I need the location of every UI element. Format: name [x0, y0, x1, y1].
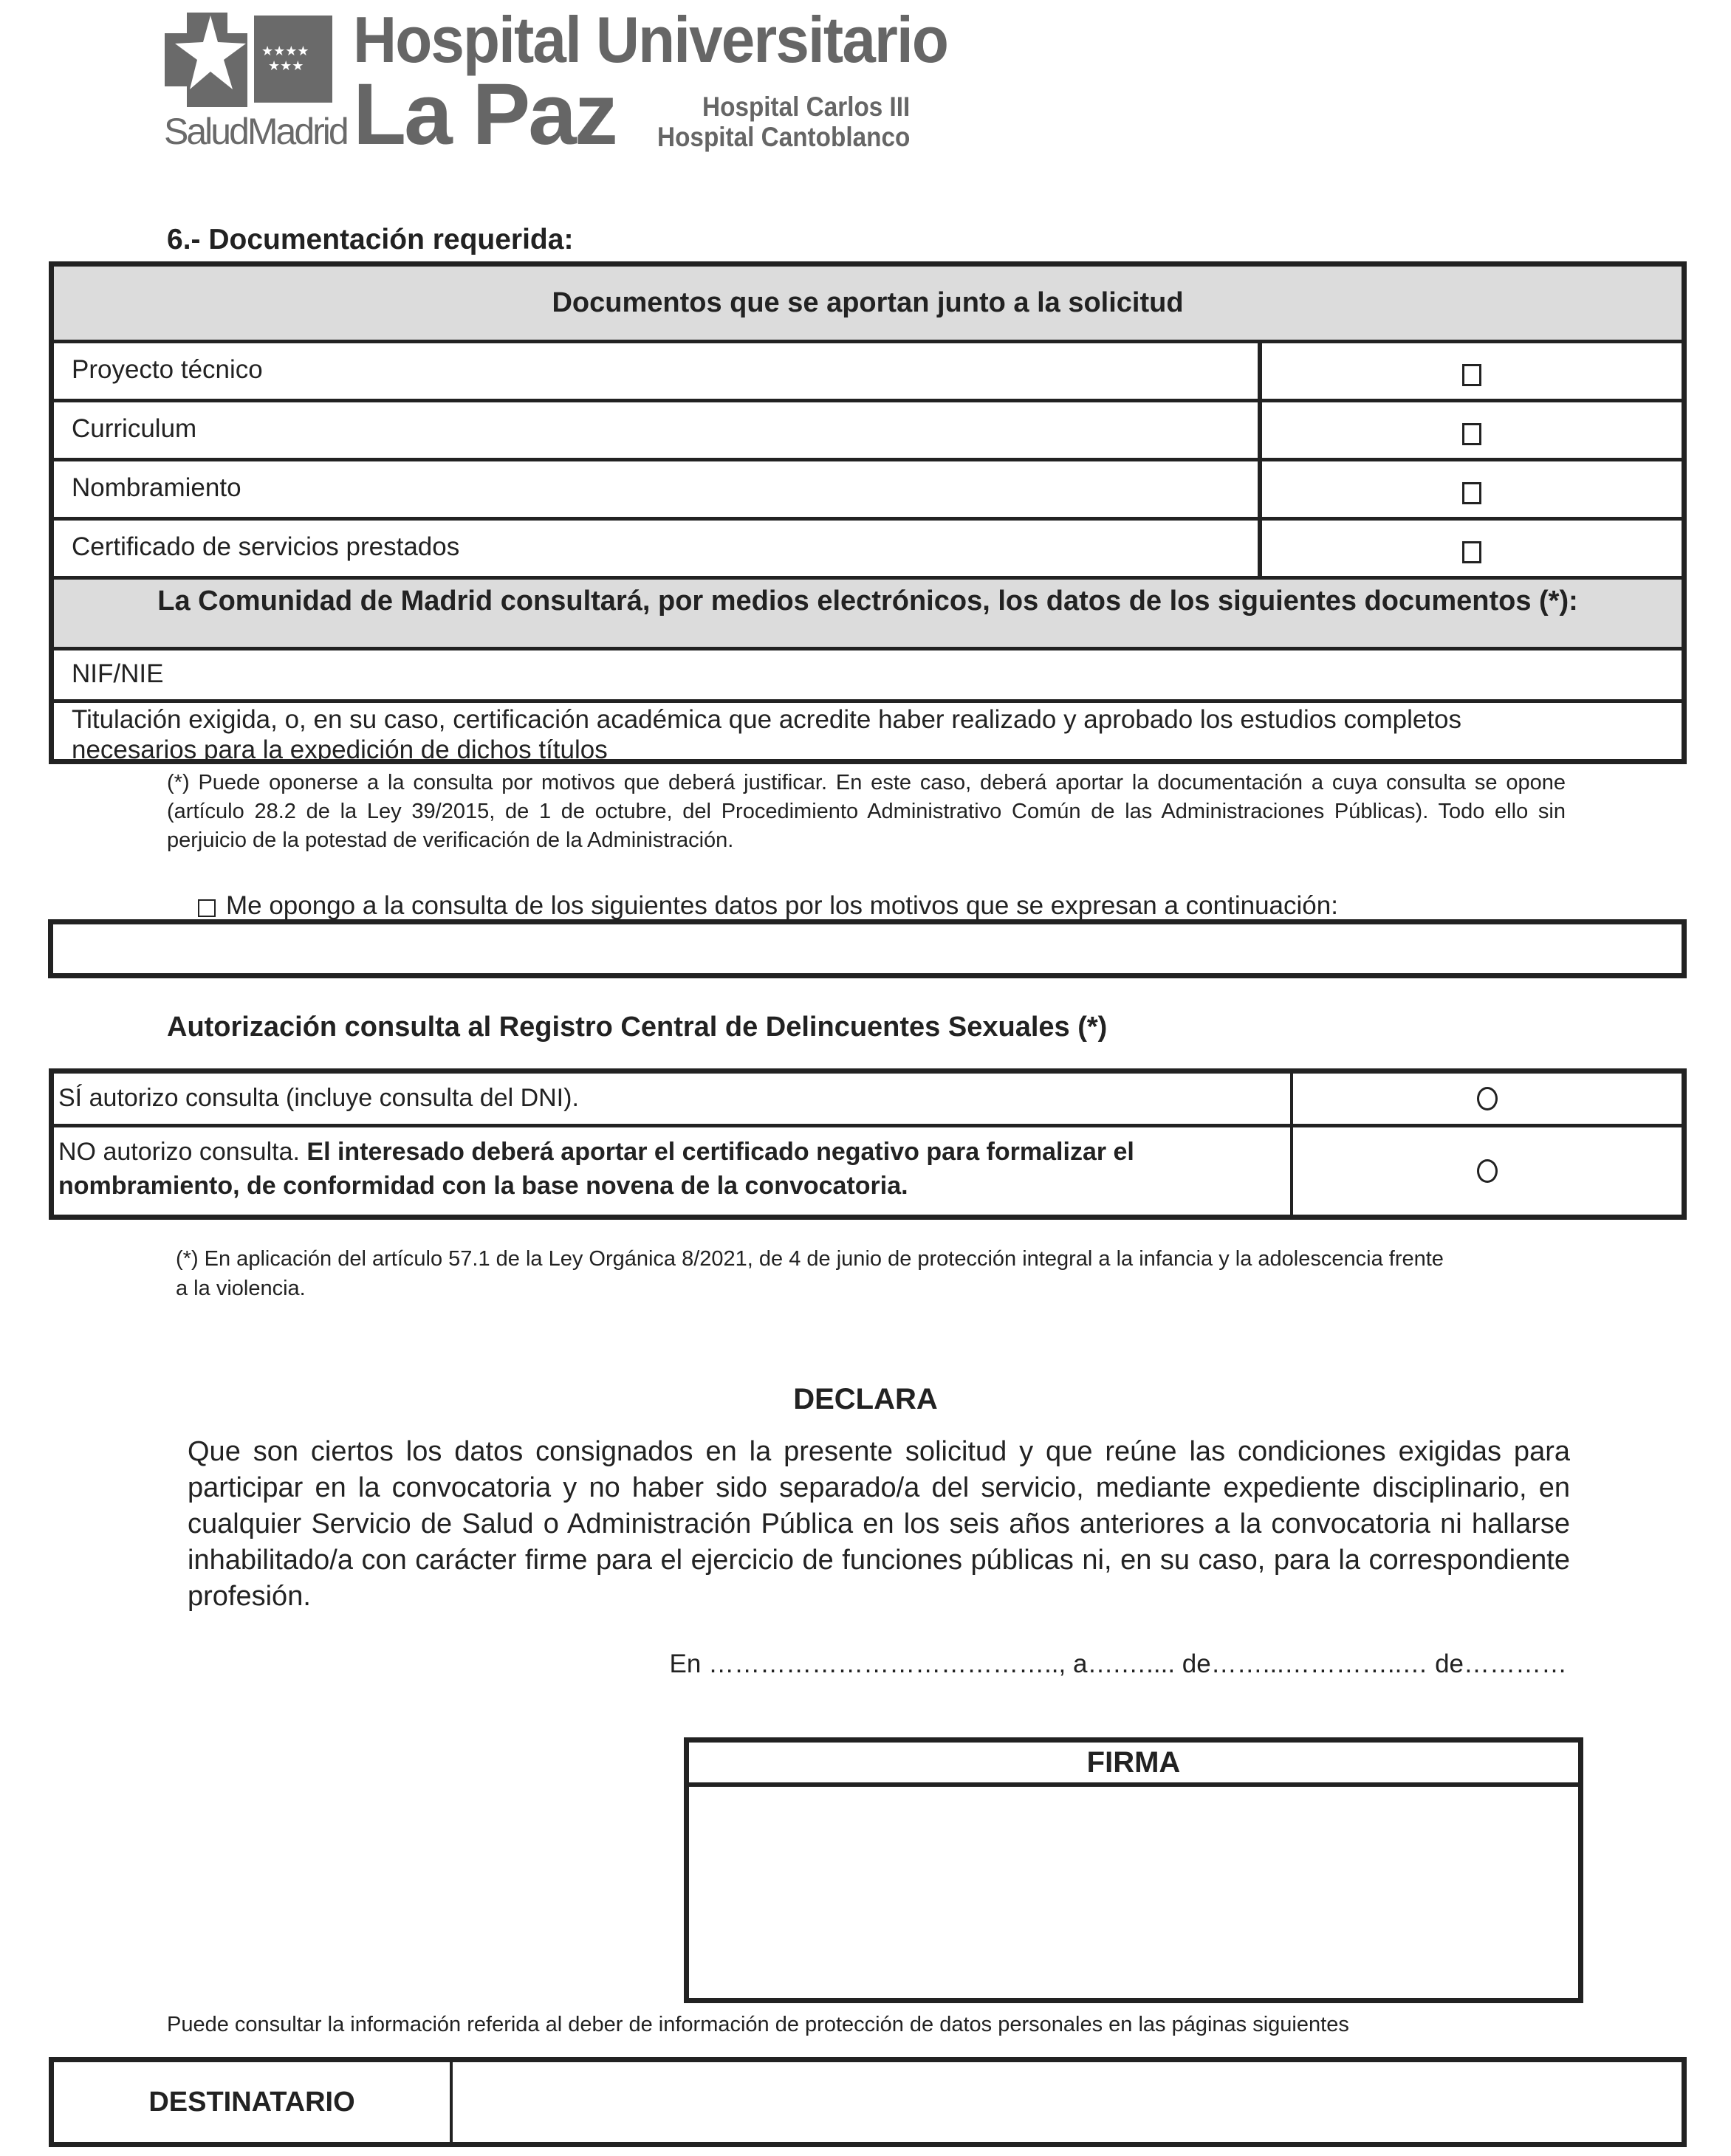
documents-table-header: Documentos que se aportan junto a la solicitud [54, 267, 1682, 343]
document-row [54, 402, 1682, 461]
recipient-label: DESTINATARIO [54, 2062, 453, 2142]
document-label: Proyecto técnico [72, 355, 263, 384]
document-row [54, 461, 1682, 521]
signature-title: FIRMA [689, 1743, 1578, 1787]
document-check-cell [1258, 461, 1682, 517]
authorization-option-row [54, 1074, 1682, 1127]
document-checkbox-proyecto-tecnico[interactable] [1462, 364, 1481, 386]
radio-cell [1290, 1127, 1682, 1215]
authorize-no-label [58, 1135, 1284, 1203]
hospital-name-line1: Hospital Universitario [353, 3, 947, 76]
document-check-cell [1258, 402, 1682, 458]
declaration-title: DECLARA [793, 1383, 938, 1415]
consult-footnote: (*) Puede oponerse a la consulta por motivos que deberá justificar. En este caso, deberá aportar la documentación a cuya consulta se opone (artículo 28.2 de la Ley 39/2015, de 1 de octubre, del Procedimiento Administrativo Común de las Administraciones Públicas). Todo ello sin perjuicio de la potestad de verificación de la Administración. [167, 771, 1566, 852]
radio-cell [1290, 1074, 1682, 1124]
saludmadrid-wordmark: SaludMadrid [164, 111, 347, 152]
authorization-title: Autorización consulta al Registro Central de Delincuentes Sexuales (*) [167, 1012, 1108, 1043]
hospital-name-line2: La Paz [353, 66, 616, 163]
authorization-table [49, 1068, 1687, 1220]
recipient-table [49, 2057, 1687, 2147]
declaration-body: Que son ciertos los datos consignados en la presente solicitud y que reúne las condiciones exigidas para participar en la convocatoria y no haber sido separado/a del servicio, mediante expediente disciplinario, en cualquier Servicio de Salud o Administración Pública en los seis años anteriores a la convocatoria ni hallarse inhabilitado/a con carácter firme para el ejercicio de funciones públicas ni, en su caso, para la correspondiente profesión. [188, 1436, 1570, 1612]
recipient-field[interactable] [453, 2062, 1682, 2142]
affiliate-hospitals [657, 92, 910, 152]
consulted-document-label: Titulación exigida, o, en su caso, certificación académica que acredite haber realizado y aprobado los estudios completos necesarios para la expedición de dichos títulos [72, 705, 1462, 764]
authorization-footnote: (*) En aplicación del artículo 57.1 de la Ley Orgánica 8/2021, de 4 de junio de protección integral a la infancia y la adolescencia frente a la violencia. [176, 1247, 1444, 1300]
svg-text:★★★★: ★★★★ [261, 44, 309, 59]
authorize-yes-radio[interactable] [1477, 1087, 1498, 1110]
consulted-document-row [54, 703, 1682, 764]
document-label: Certificado de servicios prestados [72, 532, 460, 561]
document-label: Curriculum [72, 414, 197, 443]
authorize-no-warning: El interesado deberá aportar el certificado negativo para formalizar el nombramiento, de conformidad con la base novena de la convocatoria. [58, 1138, 1134, 1200]
affiliate-hospital: Hospital Carlos III [702, 92, 910, 122]
svg-text:★★★: ★★★ [268, 58, 304, 74]
oppose-consult-checkbox[interactable] [198, 899, 216, 917]
place-date-line[interactable]: En ………………………………….., a….….... de……...…………..… de………… [669, 1649, 1567, 1678]
document-row [54, 521, 1682, 580]
oppose-consult-label: Me opongo a la consulta de los siguientes datos por los motivos que se expresan a continuación: [226, 891, 1338, 920]
documents-table [49, 261, 1687, 764]
consult-documents-header: La Comunidad de Madrid consultará, por medios electrónicos, los datos de los siguientes documentos (*): [54, 580, 1682, 650]
consulted-document-row [54, 650, 1682, 703]
document-checkbox-curriculum[interactable] [1462, 423, 1481, 445]
privacy-note: Puede consultar la información referida al deber de información de protección de datos personales en las páginas siguientes [167, 2013, 1349, 2036]
saludmadrid-logo [165, 13, 332, 107]
affiliate-hospital: Hospital Cantoblanco [657, 122, 910, 152]
oppose-reason-field[interactable] [48, 919, 1687, 978]
saludmadrid-star-cross-icon [165, 13, 332, 107]
authorize-no-radio[interactable] [1477, 1159, 1498, 1183]
document-checkbox-nombramiento[interactable] [1462, 482, 1481, 504]
document-check-cell [1258, 521, 1682, 576]
authorize-yes-text: SÍ autorizo consulta (incluye consulta del DNI). [58, 1084, 579, 1112]
signature-box [684, 1737, 1583, 2003]
signature-field[interactable] [689, 1787, 1578, 1998]
consulted-document-label: NIF/NIE [72, 659, 164, 688]
section-title-documentation: 6.- Documentación requerida: [167, 224, 574, 255]
authorize-no-text: NO autorizo consulta. [58, 1138, 307, 1166]
document-checkbox-certificado-servicios[interactable] [1462, 541, 1481, 563]
document-label: Nombramiento [72, 473, 241, 502]
oppose-consult-option [198, 891, 1338, 921]
authorization-option-row [54, 1127, 1682, 1215]
document-row [54, 343, 1682, 402]
authorize-yes-label [58, 1081, 1284, 1115]
document-check-cell [1258, 343, 1682, 399]
